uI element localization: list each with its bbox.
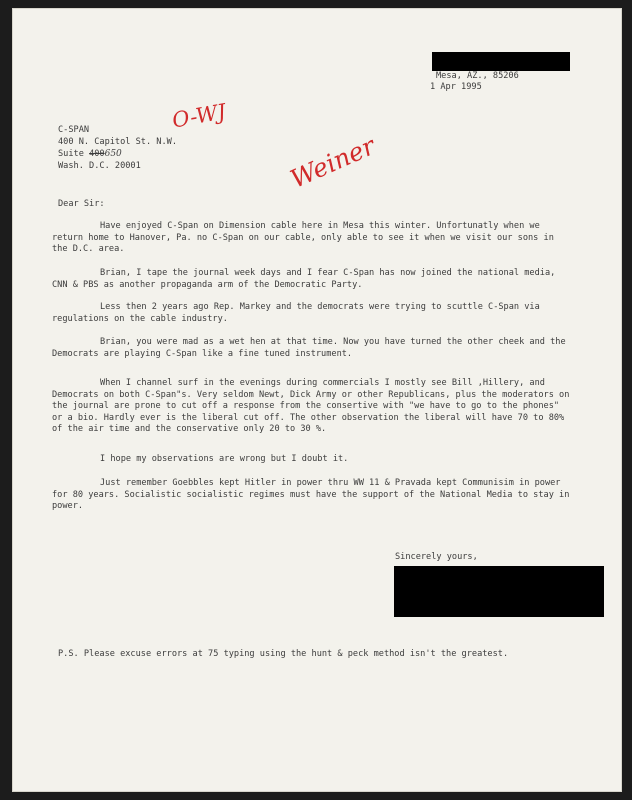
salutation: Dear Sir:: [58, 199, 105, 209]
paragraph-6: I hope my observations are wrong but I doubt it.: [100, 454, 349, 464]
recipient-line1: C-SPAN: [58, 125, 90, 135]
postscript: P.S. Please excuse errors at 75 typing using the hunt & peck method isn't the greatest.: [58, 649, 509, 659]
handwritten-initials: Weiner: [285, 131, 380, 194]
recipient-line3: [58, 149, 122, 161]
redacted-sender-address: [432, 52, 570, 71]
letter-page: [12, 8, 622, 792]
paragraph-2: Brian, I tape the journal week days and I fear C-Span has now joined the national media, CNN & PBS as another propaganda arm of the Democratic Party.: [52, 268, 556, 290]
paragraph-1: Have enjoyed C-Span on Dimension cable here in Mesa this winter. Unfortunatly when we return home to Hanover, Pa. no C-Span on our cable, only able to see it when we visit our sons in the D.C. area.: [52, 221, 554, 255]
closing: Sincerely yours,: [395, 552, 478, 562]
paragraph-3: Less then 2 years ago Rep. Markey and the democrats were trying to scuttle C-Span via regulations on the cable industry.: [52, 302, 540, 324]
recipient-line4: Wash. D.C. 20001: [58, 161, 141, 171]
redacted-signature: [394, 566, 604, 617]
sender-city-line: Mesa, AZ., 85206: [436, 71, 519, 81]
paragraph-7: Just remember Goebbles kept Hitler in power thru WW 11 & Pravada kept Communisim in power for 80 years. Socialistic socialistic regimes must have the support of the National Media to stay in power.: [52, 478, 570, 512]
handwritten-top-annotation: O-WJ: [170, 99, 228, 133]
suite-label: Suite: [58, 149, 84, 159]
letter-date: 1 Apr 1995: [430, 82, 482, 92]
paragraph-4: Brian, you were mad as a wet hen at that time. Now you have turned the other cheek and the Democrats are playing C-Span like a fine tuned instrument.: [52, 337, 566, 359]
recipient-line2: 400 N. Capitol St. N.W.: [58, 137, 177, 147]
suite-struck-number: 400: [89, 149, 105, 159]
suite-handwritten-number: 650: [104, 149, 122, 159]
paragraph-5: When I channel surf in the evenings during commercials I mostly see Bill ,Hillery, and Democrats on both C-Span"s. Very seldom Newt, Dick Army or other Republicans, plus the moderators on the journal are prone to cut off a response from the consertive with "we have to go to the phones" or a bio. Hardly ever is the liberal cut off. The other observation the liberal will have 70 to 80% of the air time and the conservative only 20 to 30 %.: [52, 378, 570, 435]
